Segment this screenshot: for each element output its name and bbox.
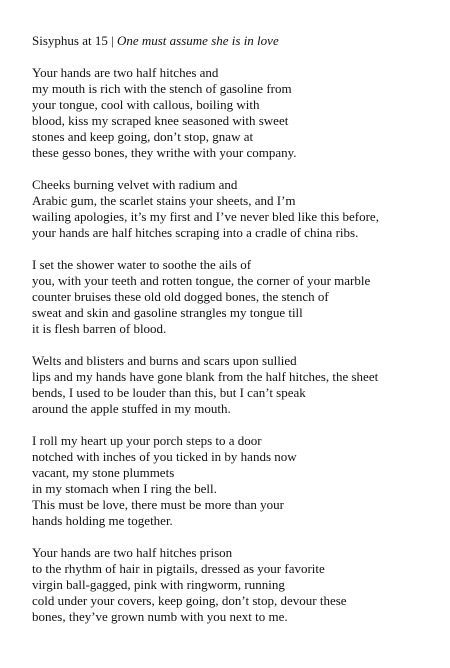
poem	[32, 33, 432, 641]
poem-line: Cheeks burning velvet with radium and	[32, 177, 238, 192]
poem-line: vacant, my stone plummets	[32, 465, 175, 480]
poem-line: Arabic gum, the scarlet stains your sheets, and I’m	[32, 193, 296, 208]
poem-line: these gesso bones, they writhe with your company.	[32, 145, 297, 160]
poem-line: lips and my hands have gone blank from the half hitches, the sheet	[32, 369, 379, 384]
poem-line: to the rhythm of hair in pigtails, dressed as your favorite	[32, 561, 325, 576]
poem-line: I set the shower water to soothe the ails of	[32, 257, 252, 272]
poem-line: bends, I used to be louder than this, but I can’t speak	[32, 385, 306, 400]
stanza-3	[32, 257, 432, 337]
poem-line: around the apple stuffed in my mouth.	[32, 401, 231, 416]
poem-line: This must be love, there must be more than your	[32, 497, 285, 512]
poem-line: your tongue, cool with callous, boiling with	[32, 97, 260, 112]
poem-line: cold under your covers, keep going, don’t stop, devour these	[32, 593, 347, 608]
poem-title: Sisyphus at 15	[32, 33, 108, 48]
poem-line: wailing apologies, it’s my first and I’ve never bled like this before,	[32, 209, 379, 224]
poem-line: in my stomach when I ring the bell.	[32, 481, 217, 496]
poem-line: Your hands are two half hitches prison	[32, 545, 233, 560]
poem-line: blood, kiss my scraped knee seasoned with sweet	[32, 113, 289, 128]
title-separator: |	[107, 33, 117, 48]
poem-line: my mouth is rich with the stench of gasoline from	[32, 81, 292, 96]
stanza-5	[32, 433, 432, 529]
poem-line: counter bruises these old old dogged bones, the stench of	[32, 289, 329, 304]
poem-line: sweat and skin and gasoline strangles my tongue till	[32, 305, 303, 320]
poem-line: your hands are half hitches scraping into a cradle of china ribs.	[32, 225, 359, 240]
poem-line: I roll my heart up your porch steps to a door	[32, 433, 262, 448]
stanza-6	[32, 545, 432, 625]
poem-line: Welts and blisters and burns and scars upon sullied	[32, 353, 297, 368]
poem-line: bones, they’ve grown numb with you next to me.	[32, 609, 288, 624]
stanza-2	[32, 177, 432, 241]
stanza-1	[32, 65, 432, 161]
poem-title-line	[32, 33, 432, 49]
poem-line: hands holding me together.	[32, 513, 173, 528]
poem-line: stones and keep going, don’t stop, gnaw at	[32, 129, 254, 144]
poem-body	[32, 65, 432, 625]
stanza-4	[32, 353, 432, 417]
poem-line: it is flesh barren of blood.	[32, 321, 167, 336]
poem-line: Your hands are two half hitches and	[32, 65, 219, 80]
poem-line: you, with your teeth and rotten tongue, the corner of your marble	[32, 273, 371, 288]
poem-line: notched with inches of you ticked in by hands now	[32, 449, 297, 464]
poem-subtitle: One must assume she is in love	[116, 33, 279, 48]
poem-line: virgin ball-gagged, pink with ringworm, running	[32, 577, 285, 592]
